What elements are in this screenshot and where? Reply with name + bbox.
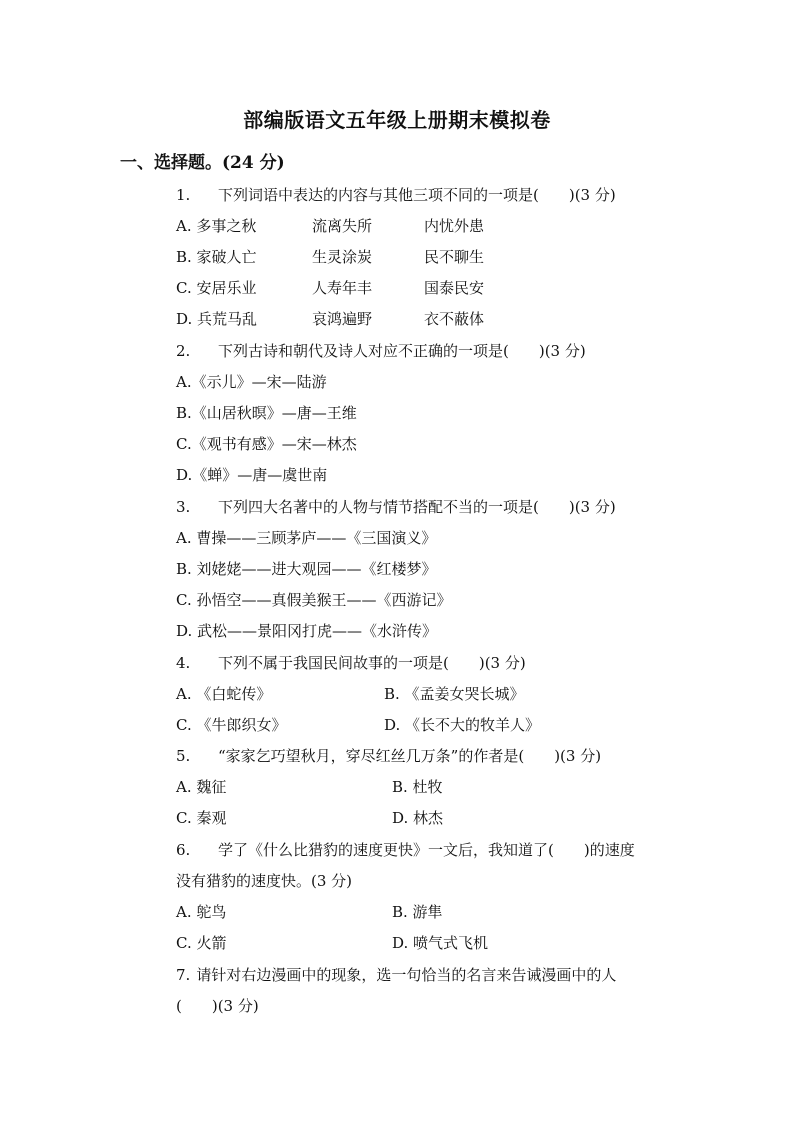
question-stem bbox=[176, 340, 586, 362]
question-text: 下列古诗和朝代及诗人对应不正确的一项是( )(3 分) bbox=[218, 342, 586, 360]
section-heading: 一、选择题。(24 分) bbox=[120, 153, 285, 173]
question-number: 7. bbox=[176, 966, 191, 984]
option-row bbox=[176, 215, 676, 237]
option: C.《观书有感》—宋—林杰 bbox=[176, 435, 357, 453]
page-title: 部编版语文五年级上册期末模拟卷 bbox=[243, 108, 551, 132]
question-stem-continued: ( )(3 分) bbox=[176, 997, 259, 1015]
option-row bbox=[176, 714, 676, 736]
option: A. 《白蛇传》 bbox=[176, 685, 272, 703]
question-number: 5. bbox=[176, 747, 191, 765]
option: B. 刘姥姥——进大观园——《红楼梦》 bbox=[176, 560, 437, 578]
question-stem bbox=[176, 652, 526, 674]
option-row bbox=[176, 807, 676, 829]
question-text: 下列词语中表达的内容与其他三项不同的一项是( )(3 分) bbox=[218, 186, 616, 204]
question-text: 下列四大名著中的人物与情节搭配不当的一项是( )(3 分) bbox=[218, 498, 616, 516]
option-row bbox=[176, 308, 676, 330]
option: 流离失所 bbox=[312, 217, 373, 235]
question-number: 1. bbox=[176, 186, 191, 204]
option: 哀鸿遍野 bbox=[312, 310, 373, 328]
question-stem bbox=[176, 964, 616, 986]
option: B. 《孟姜女哭长城》 bbox=[384, 685, 525, 703]
question-text: 学了《什么比猎豹的速度更快》一文后，我知道了( )的速度 bbox=[218, 841, 635, 859]
option: D. 武松——景阳冈打虎——《水浒传》 bbox=[176, 622, 438, 640]
question-number: 3. bbox=[176, 498, 191, 516]
option-row bbox=[176, 901, 676, 923]
question-stem bbox=[176, 745, 601, 767]
option-row bbox=[176, 776, 676, 798]
option: B.《山居秋暝》—唐—王维 bbox=[176, 404, 357, 422]
option: A. 魏征 bbox=[176, 778, 227, 796]
option: C. 火箭 bbox=[176, 934, 227, 952]
option: B. 家破人亡 bbox=[176, 248, 257, 266]
option: C. 《牛郎织女》 bbox=[176, 716, 287, 734]
question-number: 4. bbox=[176, 654, 191, 672]
question-text: 下列不属于我国民间故事的一项是( )(3 分) bbox=[218, 654, 526, 672]
question-text: “家家乞巧望秋月，穿尽红丝几万条”的作者是( )(3 分) bbox=[218, 747, 602, 765]
question-number: 2. bbox=[176, 342, 191, 360]
option: C. 孙悟空——真假美猴王——《西游记》 bbox=[176, 591, 452, 609]
option: 民不聊生 bbox=[424, 248, 485, 266]
option: B. 游隼 bbox=[392, 903, 443, 921]
option: D. 林杰 bbox=[392, 809, 444, 827]
option: 内忧外患 bbox=[424, 217, 485, 235]
option: A. 多事之秋 bbox=[176, 217, 257, 235]
option: D. 喷气式飞机 bbox=[392, 934, 489, 952]
option-row bbox=[176, 246, 676, 268]
question-stem bbox=[176, 839, 635, 861]
question-text: 请针对右边漫画中的现象，选一句恰当的名言来告诫漫画中的人 bbox=[196, 966, 617, 984]
option-row bbox=[176, 683, 676, 705]
option-row bbox=[176, 277, 676, 299]
question-stem-continued: 没有猎豹的速度快。(3 分) bbox=[176, 872, 353, 890]
option: C. 安居乐业 bbox=[176, 279, 257, 297]
question-number: 6. bbox=[176, 841, 191, 859]
option: B. 杜牧 bbox=[392, 778, 443, 796]
option-row bbox=[176, 932, 676, 954]
option: 国泰民安 bbox=[424, 279, 485, 297]
option: D.《蝉》—唐—虞世南 bbox=[176, 466, 328, 484]
option: 衣不蔽体 bbox=[424, 310, 485, 328]
option: A. 曹操——三顾茅庐——《三国演义》 bbox=[176, 529, 437, 547]
question-stem bbox=[176, 496, 616, 518]
option: A.《示儿》—宋—陆游 bbox=[176, 373, 327, 391]
question-stem bbox=[176, 184, 616, 206]
option: 生灵涂炭 bbox=[312, 248, 373, 266]
option: D. 《长不大的牧羊人》 bbox=[384, 716, 541, 734]
option: C. 秦观 bbox=[176, 809, 227, 827]
option: 人寿年丰 bbox=[312, 279, 373, 297]
option: D. 兵荒马乱 bbox=[176, 310, 258, 328]
option: A. 鸵鸟 bbox=[176, 903, 227, 921]
